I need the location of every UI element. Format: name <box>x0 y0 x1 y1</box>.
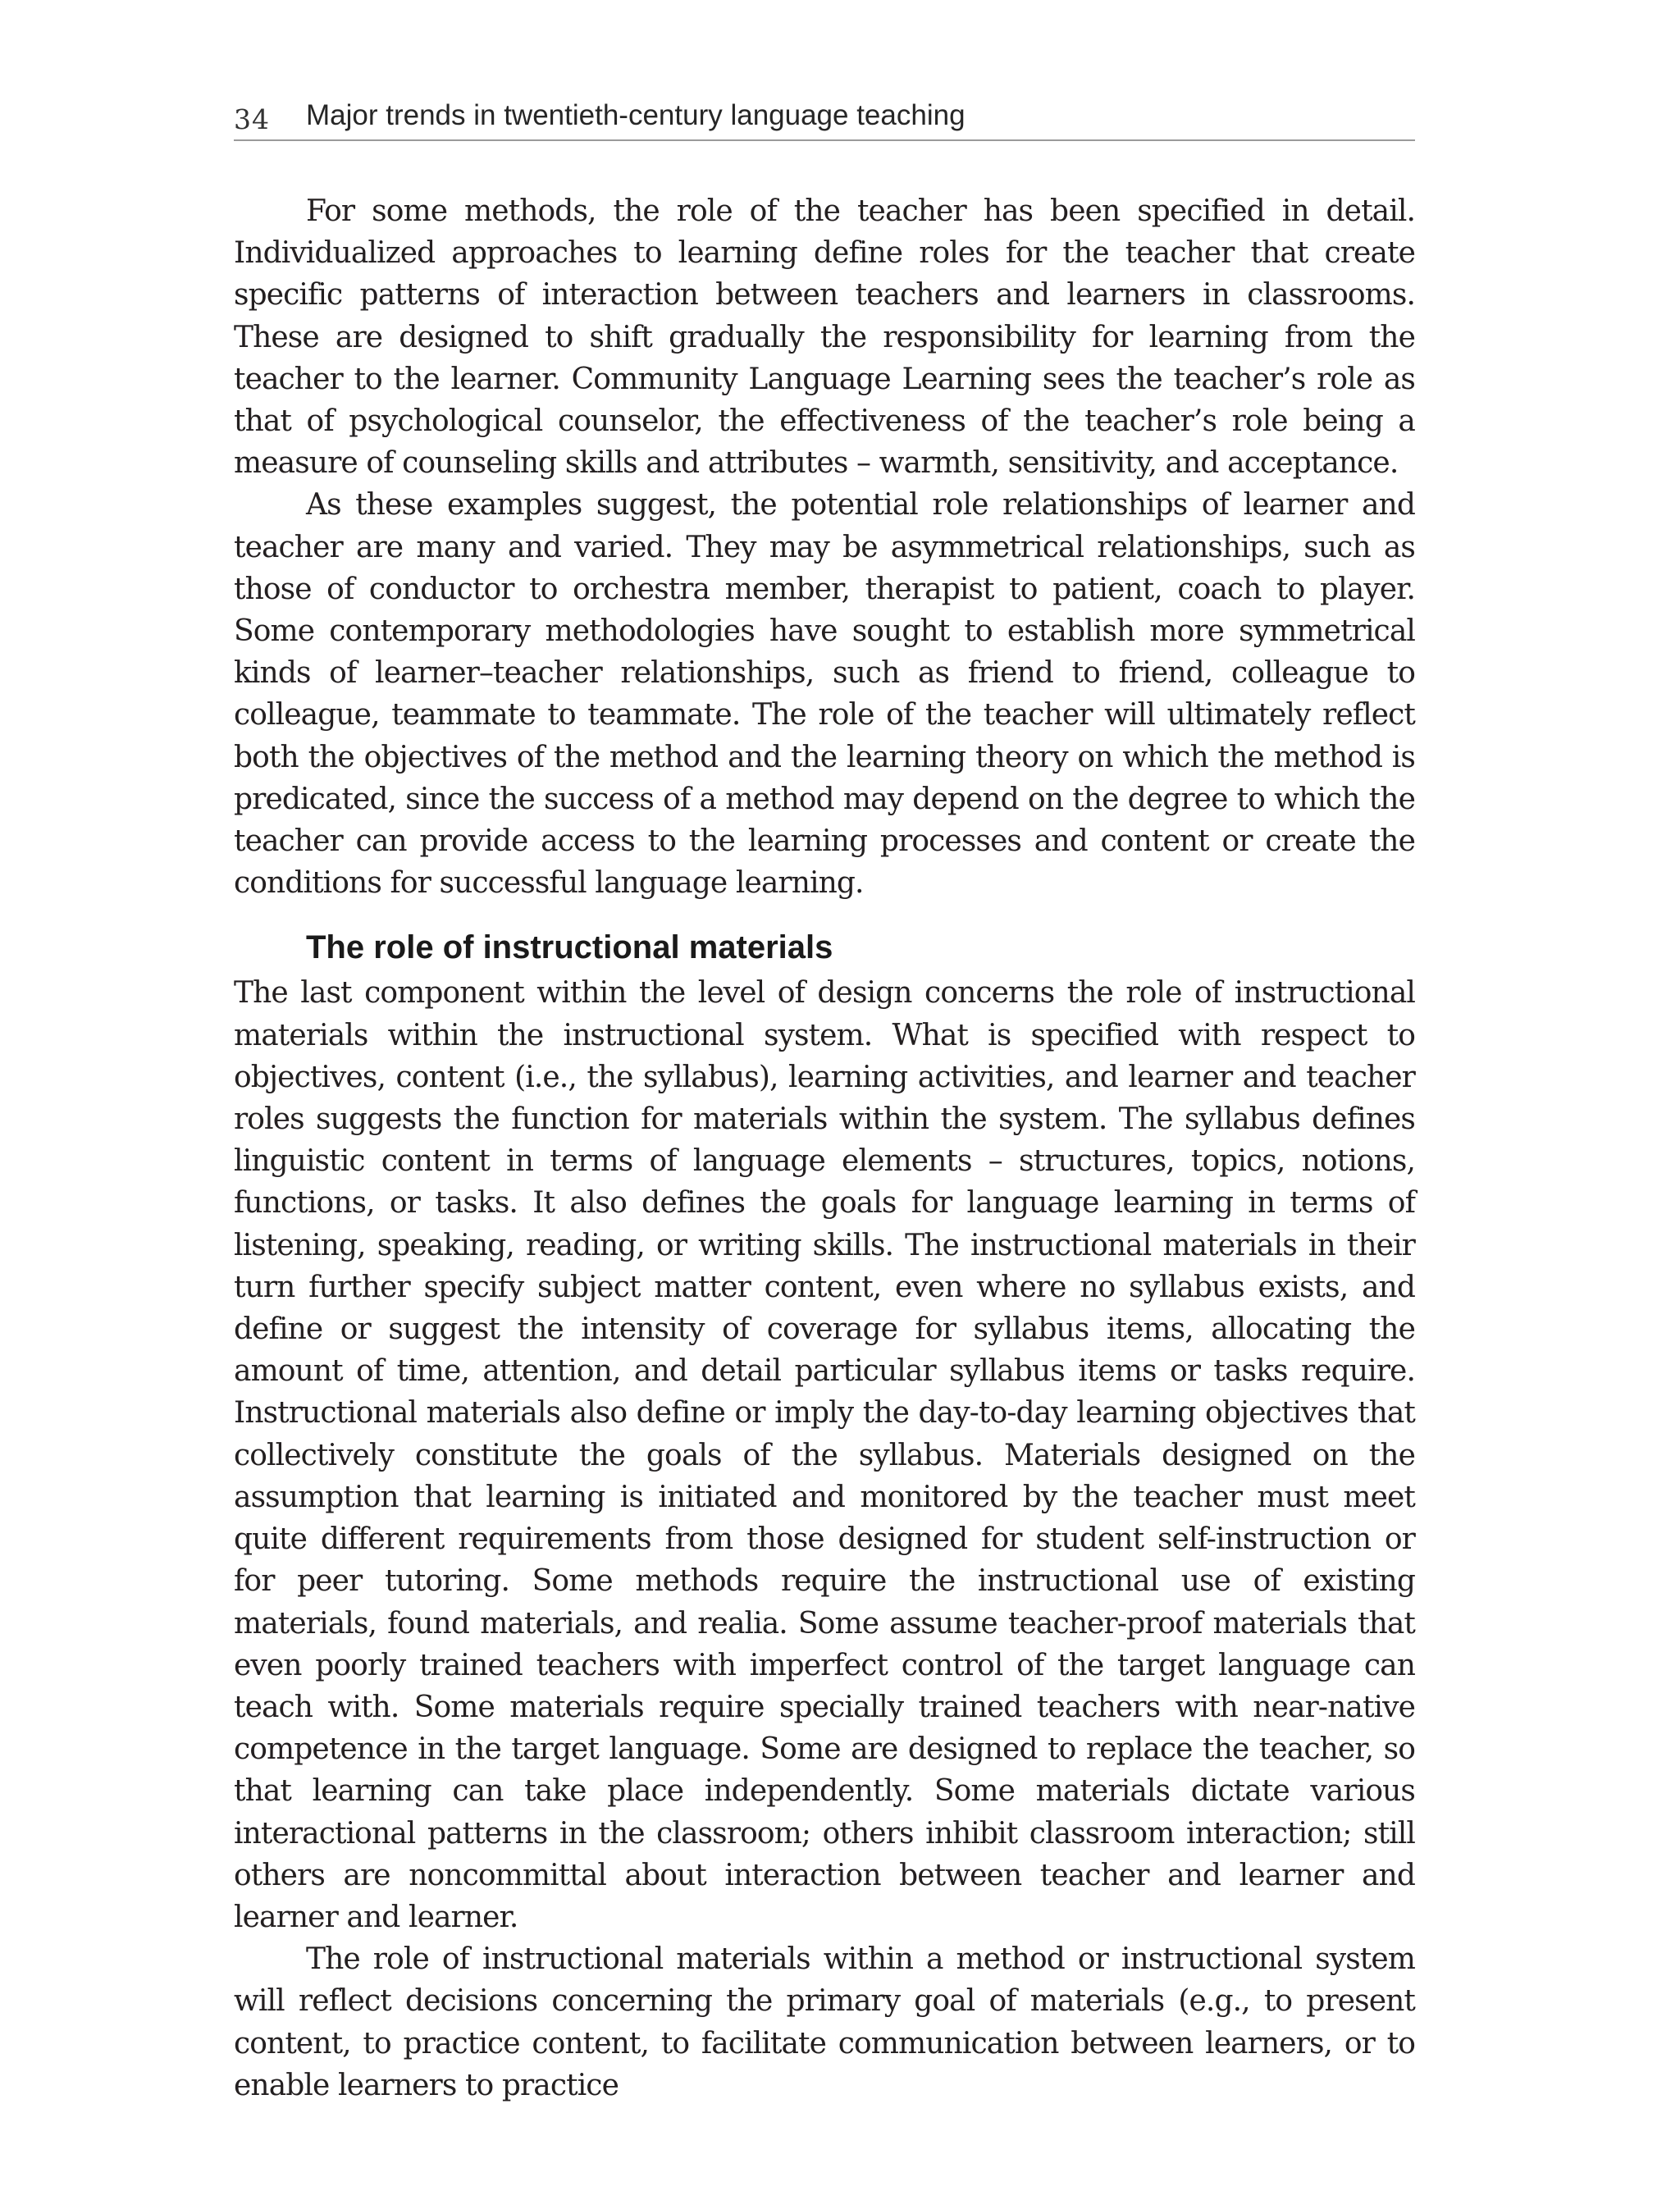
body-text <box>234 190 1415 2106</box>
paragraph-role-relationships: As these examples suggest, the potential role relationships of learner and teacher are many and varied. They may be asymmetrical relationships, such as those of conductor to orchestra member, therapist to patient, coach to player. Some contemporary methodologies have sought to establish more symmetrical kinds of learner–teacher relationships, such as friend to friend, colleague to colleague, teammate to teammate. The role of the teacher will ultimately reflect both the objectives of the method and the learning theory on which the method is predicated, since the success of a method may depend on the degree to which the teacher can provide access to the learning processes and content or create the conditions for successful language learning. <box>234 488 1415 901</box>
paragraph-materials-goals: The role of instructional materials within a method or instructional system will reflect decisions concerning the primary goal of materials (e.g., to present content, to practice content, to facilitate communication between learners, or to enable learners to practice <box>234 1942 1415 2102</box>
running-head-title: Major trends in twentieth-century language teaching <box>306 99 966 131</box>
paragraph-instructional-materials: The last component within the level of design concerns the role of instructional materials within the instructional system. What is specified with respect to objectives, content (i.e., the syllabus), learning activities, and learner and teacher roles suggests the function for materials within the system. The syllabus defines linguistic content in terms of language elements – structures, topics, notions, functions, or tasks. It also defines the goals for language learning in terms of listening, speaking, reading, or writing skills. The instructional materials in their turn further specify subject matter content, even where no syllabus exists, and define or suggest the intensity of coverage for syllabus items, allocating the amount of time, attention, and detail particular syllabus items or tasks require. Instructional materials also define or imply the day-to-day learning objectives that collectively constitute the goals of the syllabus. Materials designed on the assumption that learning is initiated and monitored by the teacher must meet quite different requirements from those designed for student self-instruction or for peer tutoring. Some methods require the instructional use of existing materials, found materials, and realia. Some assume teacher-proof materials that even poorly trained teachers with imperfect control of the target language can teach with. Some materials require specially trained teachers with near-native competence in the target language. Some are designed to replace the teacher, so that learning can take place independently. Some materials dictate various interactional patterns in the classroom; others inhibit classroom interaction; still others are noncommittal about interaction between teacher and learner and learner and learner. <box>234 976 1415 1934</box>
page-number: 34 <box>234 103 270 135</box>
paragraph-teacher-roles: For some methods, the role of the teacher has been specified in detail. Individualized approaches to learning define roles for the teacher that create specific patterns of interaction between teachers and learners in classrooms. These are designed to shift gradually the responsibility for learning from the teacher to the learner. Community Language Learning sees the teacher’s role as that of psychological counselor, the effectiveness of the teacher’s role being a measure of counseling skills and attributes – warmth, sensitivity, and acceptance. <box>234 194 1415 481</box>
section-heading: The role of instructional materials <box>306 929 833 966</box>
running-head <box>234 95 1415 141</box>
